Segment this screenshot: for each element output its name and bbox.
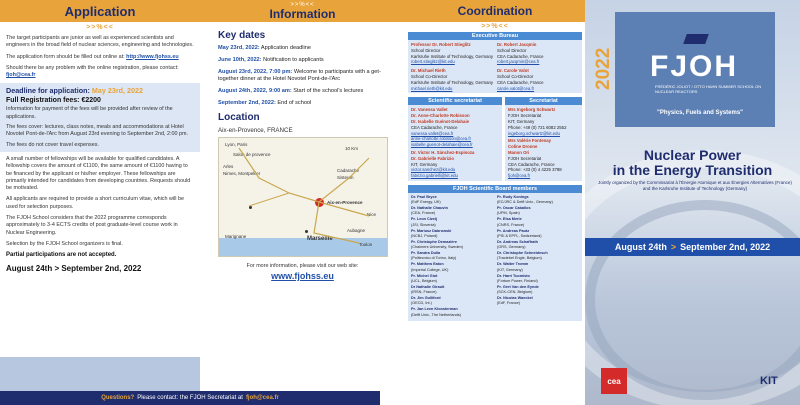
map-label: Lyon, Paris: [225, 141, 248, 147]
scientific-secretariat-title: Scientific secretariat: [408, 97, 502, 105]
application-header: [0, 0, 200, 22]
board-member: Pr. Michel Giot (UCL, Belgium): [411, 273, 438, 283]
person-name: Mrs Valérie Fontenay: [508, 138, 552, 144]
key-date: May 23rd, 2022: Application deadline: [218, 45, 311, 51]
map-roads: [219, 138, 388, 257]
board-right-column: [497, 195, 579, 319]
board-member: Pr. Oscar Caballos (UPM, Spain): [497, 206, 531, 216]
executive-bureau-title: Executive Bureau: [408, 32, 582, 40]
person-entry: Dr. Carole Valot School Co-Director CEA Cadarache, France carole.valot@cea.fr: [497, 68, 579, 91]
fjoh-logo: FJOH: [650, 50, 739, 83]
map-label: Toulon: [359, 241, 373, 247]
fee-travel: The fees do not cover travel expenses.: [6, 141, 99, 148]
email-link[interactable]: fjoh@cea.fr: [508, 173, 531, 179]
board-member: Dr. Andreas Schaffrath (GRS, Germany): [497, 239, 539, 250]
map-label: Cadarache: [337, 167, 360, 173]
cover-title: Nuclear Power in the Energy Transition: [612, 147, 773, 179]
email-link[interactable]: carole.valot@cea.fr: [497, 85, 535, 91]
board-member: Pr. Andreas Pautz (PSI & EPFL, Switzerland): [497, 228, 542, 238]
year-label: 2022: [593, 47, 614, 90]
scientific-board-title: FJOH Scientific Board members: [408, 185, 582, 193]
map-label: Sisteron: [337, 174, 354, 180]
cover-dates: August 24th > September 2nd, 2022: [585, 238, 800, 256]
board-member: Dr. Nicolas Waeckel (EdF, France): [497, 296, 533, 306]
questions-label: Questions?: [101, 395, 135, 401]
board-member: Dr Nathalie Girault (IRSN, France): [411, 284, 445, 295]
map-label: Nimes, Montpellier: [223, 170, 261, 176]
key-dates-list: [200, 45, 405, 108]
target-text: The target participants are junior as well as experienced scientists and engineers in the broad field of nuclear sciences, engineering and technologies.: [6, 35, 194, 49]
board-member: Pr. Gert Van den Eynde (SCK-CEN, Belgium): [497, 284, 539, 295]
key-date: August 24th, 2022, 9:00 am: Start of the school's lectures: [218, 88, 364, 95]
ects-text: The FJOH School considers that the 2022 programme corresponds approximately to 3-4 ECTS credits of post graduate-level course work in Nuclear Engineering.: [6, 215, 178, 236]
person-entry: Dr. Michael Rieth School Co-Director Karlsruhe Institute of Technology, Germany michael.rieth@kit.edu: [411, 68, 494, 91]
map-label: Nice: [367, 211, 377, 217]
information-title: Information: [269, 7, 336, 21]
fee-cover: The fees cover: lectures, class notes, meals and accommodations at Hotel Novotel Pont-de-l'Arc from August 23rd evening to September 2nd, 2:00 pm.: [6, 124, 189, 138]
board-member: Dr. Paul Bryce (EdF Energy, UK): [411, 194, 441, 205]
map-label: Arles: [223, 163, 234, 169]
email-link[interactable]: isabelle.guenot-delahaie@cea.fr: [411, 142, 473, 148]
board-member: Pr. Elsa Merle (CNRS, France): [497, 217, 525, 227]
map-label: Marignane: [225, 233, 247, 239]
partial-text: Partial participations are not accepted.: [6, 252, 117, 259]
form-text: The application form should be filled out online at: http://www.fjohss.eu: [6, 53, 179, 60]
coordination-title: Coordination: [457, 4, 533, 18]
contact-text: Should there be any problem with the online registration, please contact: fjoh@cea.fr: [6, 64, 179, 79]
fellowship-text: A small number of fellowships will be available for qualified candidates. A fellowship covers the amount of €1100, the same amount of €1100 having to be financed by the applicant or his/her employer. These fellowships are primarily intended for candidates from developing countries. Requests should be motivated.: [6, 155, 191, 192]
questions-text: Please contact: the FJOH Secretariat at: [137, 395, 243, 401]
person-name: Dr. Gabrielle Fabrizio: [411, 155, 454, 161]
map-scale: 10 Km: [345, 145, 359, 151]
affiliation: CEA Cadarache, France: [411, 124, 458, 130]
board-left-column: [411, 195, 493, 319]
person-name: Dr. Anne-Charlotte Robisson: [411, 113, 470, 119]
scientific-board-box: [408, 185, 582, 321]
person-name: Dr. Victor H. Sánchez-Espinoza: [411, 149, 475, 155]
map-label: Marseille: [307, 235, 333, 242]
information-panel: [200, 0, 405, 405]
organizers-text: Jointly organized by the Commissariat à l'Énergie Atomique et aux Énergies Alternatives (France) and the Karlsruhe Institute of Technology (Germany): [598, 180, 792, 191]
fee-line: Full Registration fees: €2200: [6, 97, 101, 105]
key-date: August 23rd, 2022, 7:00 pm: Welcome to participants with a get-together dinner at the Hotel Novotel Pont-de-l'Arc: [218, 68, 381, 83]
application-title: Application: [64, 3, 136, 19]
cv-text: All applicants are required to provide a short curriculum vitae, which will be used for selection purposes.: [6, 196, 184, 210]
graduates-silhouette: [0, 357, 200, 391]
secretariat-title: Secretariat: [505, 97, 582, 105]
key-date: September 2nd, 2022: End of school: [218, 100, 312, 107]
fjoh-logo-subtitle: FRÉDÉRIC JOLIOT / OTTO HAHN SUMMER SCHOOL ON NUCLEAR REACTORS: [655, 84, 762, 94]
person-name: Coline Dronne: [508, 144, 538, 150]
scientific-secretariat-box: [408, 97, 502, 181]
board-member: Pr. Sandra Dulla (Politecnico di Torino, Italy): [411, 251, 457, 261]
email-link[interactable]: vanessa.vallet@cea.fr: [411, 130, 454, 136]
board-member: Pr. Christophe Demazière (Chalmers University, Sweden): [411, 239, 464, 250]
affiliation: KIT, Germany: [411, 161, 438, 167]
application-link[interactable]: http://www.fjohss.eu: [126, 53, 179, 60]
email-link[interactable]: ingeborg.schwartz@kit.edu: [508, 130, 560, 136]
role: FJOH Secretariat: [508, 113, 542, 119]
email-link[interactable]: anne-charlotte.robisson@cea.fr: [411, 136, 472, 142]
person-entry: Professor Dr. Robert Stieglitz School Director Karlsruhe Institute of Technology, Germany robert.stieglitz@kit.edu: [411, 42, 494, 65]
school-dates: August 24th > September 2nd, 2022: [6, 264, 142, 274]
email-link[interactable]: michael.rieth@kit.edu: [411, 85, 453, 91]
chevron-divider: >>%<<: [481, 23, 509, 30]
board-member: Pr. Leon Cizelj (JSI, Slovenia): [411, 217, 437, 227]
key-date: June 10th, 2022: Notification to applicants: [218, 56, 324, 63]
chevron-divider: >>%<<: [86, 24, 114, 31]
email-link[interactable]: fabrizio.gabrielli@kit.edu: [411, 173, 458, 179]
board-member: Dr. Walter Tromm (KIT, Germany): [497, 262, 529, 272]
email-link[interactable]: robert.jacqmin@cea.fr: [497, 59, 540, 65]
phone: Phone: +49 (0) 721 6082 2552: [508, 124, 567, 130]
fee-info: Information for payment of the fees will be provided after review of the applications.: [6, 106, 173, 120]
person-name: Dr. Isabelle Guénot-Delahaie: [411, 118, 470, 124]
questions-footer: [0, 391, 380, 405]
website-link[interactable]: www.fjohss.eu: [271, 270, 334, 281]
chevron-divider: >>%<<: [290, 2, 315, 8]
person-name: Dr. Vanessa Vallet: [411, 107, 448, 113]
board-member: Pr. Matthew Eaton (Imperial College, UK): [411, 262, 449, 272]
affiliation: KIT, Germany: [508, 118, 535, 124]
email-link[interactable]: victor.sanchez@kit.edu: [411, 167, 456, 173]
deadline-box: [0, 83, 200, 151]
school-theme: "Physics, Fuels and Systems": [656, 110, 744, 116]
arrow-icon: >: [670, 242, 677, 252]
application-panel: [0, 0, 200, 405]
board-member: Pr. Mariusz Dabrowski (NCBJ, Poland): [411, 228, 452, 238]
location-title: Location: [218, 111, 260, 123]
role: FJOH Secretariat: [508, 155, 542, 161]
email-link[interactable]: robert.stieglitz@kit.edu: [411, 59, 455, 65]
coordination-header: [405, 0, 585, 22]
key-dates-title: Key dates: [218, 30, 266, 41]
map-label: Salon de provence: [233, 151, 271, 157]
board-member: Dr. Christophe Schneidesch (Tractebel Engie, Belgium): [497, 251, 548, 261]
coordination-panel: [405, 0, 585, 405]
more-info-text: For more information, please visit our web site:: [246, 262, 359, 269]
location-map: [218, 137, 388, 257]
location-text: Aix-en-Provence, FRANCE: [218, 126, 293, 134]
information-header: [200, 0, 405, 22]
footer-email-link[interactable]: fjoh@cea.fr: [245, 395, 279, 401]
graduation-cap-icon: [683, 34, 709, 44]
board-member: Pr. Jan Leen Kloosterman (Delft Univ., The Netherlands): [411, 307, 461, 317]
board-member: Dr. Jim Gulliford (OECD, Int.): [411, 296, 441, 306]
cover-panel: [585, 0, 800, 405]
person-entry: Dr. Robert Jacqmin School Director CEA Cadarache, France robert.jacqmin@cea.fr: [497, 42, 579, 65]
board-member: Dr. Harri Tuomisto (Fortum Power, Finland): [497, 273, 538, 283]
phone: Phone: +33 (0) 4 4225 3788: [508, 167, 562, 173]
person-name: Manon Ori: [508, 149, 530, 155]
affiliation: CEA Cadarache, France: [508, 161, 555, 167]
contact-email-link[interactable]: fjoh@cea.fr: [6, 72, 36, 79]
selection-text: Selection by the FJOH School organizers is final.: [6, 240, 123, 247]
board-member: Pr. Rudy Konings (EC/JRC & Delft Univ., Germany): [497, 194, 553, 205]
secretariat-box: [505, 97, 582, 181]
map-label: Aubagne: [347, 227, 366, 233]
cea-logo: cea: [601, 368, 627, 394]
map-label: Aix-en-Provence: [327, 199, 363, 205]
deadline-title: Deadline for application: May 23rd, 2022: [6, 86, 144, 96]
kit-logo: KIT: [760, 375, 778, 387]
person-name: Mrs Ingeborg Schwartz: [508, 107, 556, 113]
executive-bureau-box: [408, 32, 582, 93]
board-member: Dr. Nathalie Chauvin (CEA, France): [411, 206, 448, 216]
